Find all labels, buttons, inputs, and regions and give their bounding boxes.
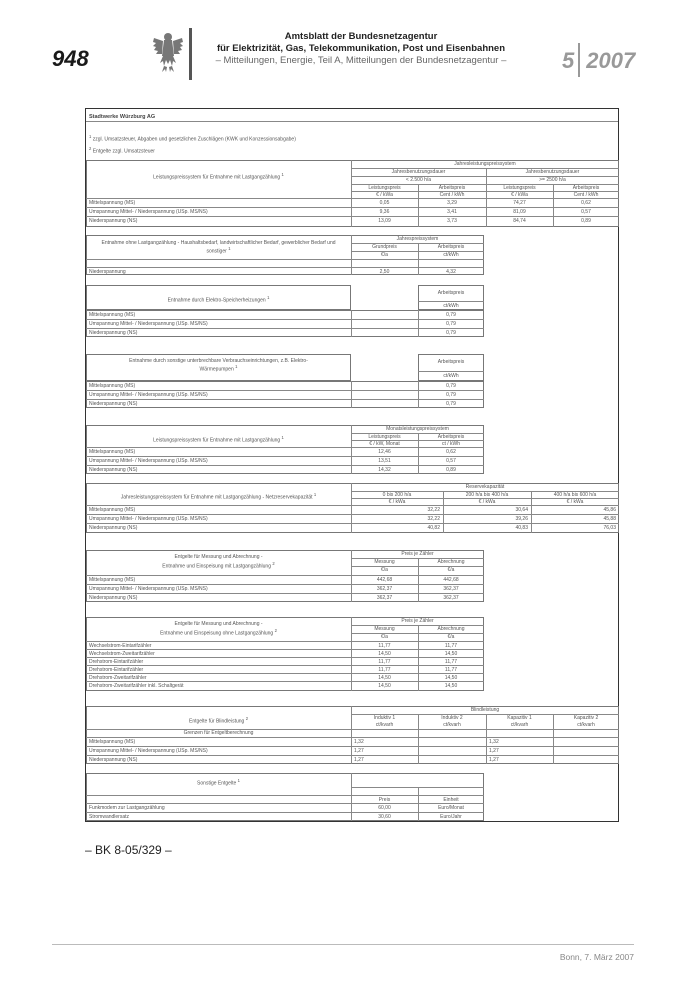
s2-unit: ct/kWh: [443, 252, 459, 258]
s1-lp-a: Leistungspreis: [368, 185, 401, 191]
s5-cell: 0,57: [446, 458, 456, 464]
s2-unit: €/a: [381, 252, 388, 258]
issue-divider: [578, 43, 580, 77]
s8-cell: 11,77: [444, 667, 458, 673]
s9-unit: ct/kvarh: [443, 722, 461, 728]
s9-cell: 1,32: [354, 739, 364, 745]
s9-c1: Induktiv 1: [373, 715, 396, 721]
s8-group: Preis je Zähler: [401, 618, 434, 624]
s2-gp: Grundpreis: [372, 244, 397, 250]
s6-cell: 30,64: [515, 507, 528, 513]
s1-row-label: Umspannung Mittel- / Niederspannung (USp. MS/NS): [89, 209, 208, 215]
company-name: Stadtwerke Würzburg AG: [89, 114, 156, 120]
s4-cell: 0,79: [446, 401, 456, 407]
s1-col-b: Jahresbenutzungsdauer: [525, 169, 580, 175]
s7-title-2: Entnahme und Einspeisung mit Lastgangzählung $^2$: [162, 561, 275, 570]
s9-title: Entgelte für Blindleistung $^2$: [188, 716, 248, 725]
s7-title: Entgelte für Messung und Abrechnung -: [174, 554, 263, 560]
s8-unit: €/a: [381, 634, 388, 640]
s8-title-2: Entnahme und Einspeisung ohne Lastgangzählung $^2$: [160, 628, 277, 637]
s1-unit-4: Cent / kWh: [573, 192, 599, 198]
s1-ap-a: Arbeitspreis: [438, 185, 466, 191]
s1-cell: 0,05: [379, 200, 390, 206]
s1-cell: 9,36: [379, 209, 390, 215]
s7-cell: 362,37: [443, 595, 459, 601]
s8-cell: 11,77: [444, 643, 458, 649]
s7-unit: €/a: [381, 567, 388, 573]
s7-cell: 362,37: [443, 586, 459, 592]
s8-cell: 11,77: [378, 643, 391, 649]
issue-year: 2007: [586, 47, 636, 73]
s9-c3: Kapazitiv 1: [507, 715, 532, 721]
masthead-title: Amtsblatt der Bundesnetzagentur: [284, 31, 438, 42]
s6-cell: 45,88: [603, 516, 616, 522]
s7-cell: 362,37: [376, 595, 393, 601]
s7-m: Messung: [374, 559, 395, 565]
s10-row-label: Stromwandlersatz: [89, 814, 130, 820]
header-divider: [189, 28, 192, 80]
s6-cell: 76,03: [603, 525, 616, 531]
s6-cell: 32,22: [427, 516, 440, 522]
s8-cell: 11,77: [378, 659, 391, 665]
s6-group: Reservekapazität: [465, 484, 505, 490]
s8-row-label: Drehstrom-Eintarifzähler: [89, 667, 144, 673]
s3-unit: ct/kWh: [443, 303, 459, 309]
s9-grenzen: Grenzen für Entgeltberechnung: [183, 730, 254, 736]
s9-cell: 1,27: [489, 757, 499, 763]
s2-title: Entnahme ohne Lastgangzählung - Haushaltsbedarf, landwirtschaftlicher Bedarf, gewerblicher Bedarf und sonstiger $^1$: [101, 240, 336, 255]
s5-cell: 13,51: [378, 458, 391, 464]
s1-cell: 0,89: [581, 218, 591, 224]
s8-cell: 14,50: [378, 675, 391, 681]
s10-title: Sonstige Entgelte $^1$: [197, 778, 240, 787]
s1-row-label: Mittelspannung (MS): [89, 200, 136, 206]
footer-rule: [52, 944, 634, 945]
s9-group: Blindleistung: [470, 707, 500, 713]
s5-row-label: Umspannung Mittel- / Niederspannung (USp. MS/NS): [89, 458, 208, 464]
s6-unit: € / kWa: [566, 499, 584, 505]
s1-col-a: Jahresbenutzungsdauer: [391, 169, 446, 175]
s1-cell: 81,09: [513, 209, 526, 215]
s6-cell: 39,26: [515, 516, 528, 522]
s1-lp-b: Leistungspreis: [503, 185, 536, 191]
s6-cell: 32,22: [427, 507, 440, 513]
issue-no: 5: [562, 47, 575, 73]
s6-c2: 200 h/a bis 400 h/a: [465, 492, 509, 498]
s1-cell: 0,57: [581, 209, 591, 215]
s9-cell: 1,27: [354, 748, 364, 754]
reference-number: – BK 8-05/329 –: [85, 843, 172, 857]
s7-group: Preis je Zähler: [401, 551, 434, 557]
s9-unit: ct/kvarh: [510, 722, 529, 728]
s3-row-label: Umspannung Mittel- / Niederspannung (USp. MS/NS): [89, 321, 208, 327]
s4-row-label: Mittelspannung (MS): [89, 383, 136, 389]
s7-cell: 442,68: [376, 577, 393, 583]
s9-c4: Kapazitiv 2: [573, 715, 599, 721]
s6-row-label: Mittelspannung (MS): [89, 507, 136, 513]
masthead: [196, 31, 526, 67]
s5-row-label: Niederspannung (NS): [89, 467, 138, 473]
s8-cell: 11,77: [378, 667, 391, 673]
s7-row-label: Mittelspannung (MS): [89, 577, 136, 583]
s3-row-label: Niederspannung (NS): [89, 330, 138, 336]
s6-cell: 45,86: [603, 507, 616, 513]
s10-e: Einheit: [443, 797, 459, 803]
s5-ap: Arbeitspreis: [437, 434, 465, 440]
s4-cell: 0,79: [446, 383, 456, 389]
s1-col-b-sub: >= 2500 h/a: [539, 177, 566, 183]
s8-title: Entgelte für Messung und Abrechnung -: [174, 621, 263, 627]
s6-cell: 40,82: [427, 525, 440, 531]
s1-unit-2: Cent / kWh: [439, 192, 465, 198]
s3-row-label: Mittelspannung (MS): [89, 312, 136, 318]
s1-ap-b: Arbeitspreis: [572, 185, 600, 191]
s6-row-label: Umspannung Mittel- / Niederspannung (USp. MS/NS): [89, 516, 208, 522]
s4-row-label: Niederspannung (NS): [89, 401, 138, 407]
s3-cell: 0,79: [446, 330, 456, 336]
s9-unit: ct/kvarh: [577, 722, 595, 728]
s10-cell: Euro/Monat: [438, 805, 464, 811]
s3-title: Entnahme durch Elektro-Speicherheizungen $^1$: [167, 295, 270, 304]
s5-unit: € / kW, Monat: [369, 441, 400, 447]
s8-row-label: Wechselstrom-Eintarifzähler: [89, 643, 152, 649]
s9-row-label: Niederspannung (NS): [89, 757, 138, 763]
s9-unit: ct/kvarh: [375, 722, 394, 728]
s5-title: Leistungspreissystem für Entnahme mit Lastgangzählung $^1$: [153, 435, 284, 444]
s1-unit-3: € / kWa: [511, 192, 528, 198]
s5-lp: Leistungspreis: [368, 434, 401, 440]
s1-row-label: Niederspannung (NS): [89, 218, 138, 224]
s1-cell: 0,62: [581, 200, 591, 206]
issue-number: [562, 45, 635, 79]
s8-cell: 14,50: [444, 683, 458, 689]
s7-cell: 362,37: [376, 586, 393, 592]
s1-cell: 84,74: [513, 218, 526, 224]
s3-ap: Arbeitspreis: [437, 290, 465, 296]
s4-ap: Arbeitspreis: [437, 359, 465, 365]
s5-unit: ct / kWh: [441, 441, 461, 447]
s8-row-label: Wechselstrom-Zweitarifzähler: [89, 651, 155, 657]
s10-row-label: Funkmodem zur Lastgangzählung: [89, 805, 165, 811]
s8-cell: 14,50: [444, 651, 458, 657]
s7-cell: 442,68: [443, 577, 459, 583]
s5-cell: 12,46: [378, 449, 391, 455]
s7-a: Abrechnung: [437, 559, 465, 565]
s2-group: Jahrespreissystem: [396, 236, 439, 242]
s1-cell: 74,27: [513, 200, 526, 206]
s10-p: Preis: [378, 797, 391, 803]
s6-cell: 40,83: [515, 525, 528, 531]
masthead-section: – Mitteilungen, Energie, Teil A, Mitteilungen der Bundesnetzagentur –: [215, 55, 507, 66]
s8-cell: 14,50: [378, 683, 391, 689]
s9-cell: 1,32: [489, 739, 499, 745]
s7-row-label: Niederspannung (NS): [89, 595, 138, 601]
s1-unit-1: € / kWa: [376, 192, 393, 198]
s1-group: Jahresleistungspreissystem: [454, 161, 516, 167]
s7-row-label: Umspannung Mittel- / Niederspannung (USp. MS/NS): [89, 586, 208, 592]
federal-eagle-logo: [152, 30, 184, 74]
s4-row-label: Umspannung Mittel- / Niederspannung (USp. MS/NS): [89, 392, 208, 398]
s8-row-label: Drehstrom-Zweitarifzähler inkl. Schaltgerät: [89, 683, 184, 689]
s4-title: Entnahme durch sonstige unterbrechbare Verbrauchseinrichtungen, z.B. Elektro-Wärmepumpen $^1$: [129, 358, 308, 373]
s8-cell: 11,77: [444, 659, 458, 665]
masthead-subtitle: für Elektrizität, Gas, Telekommunikation, Post und Eisenbahnen: [216, 43, 506, 54]
s9-c2: Induktiv 2: [441, 715, 463, 721]
s4-unit: ct/kWh: [443, 373, 459, 379]
s6-c1: 0 bis 200 h/a: [382, 492, 412, 498]
s2-cell: 2,50: [379, 269, 390, 275]
s9-cell: 1,27: [489, 748, 499, 754]
s5-cell: 0,62: [446, 449, 456, 455]
s8-a: Abrechnung: [437, 626, 465, 632]
rule: [86, 121, 618, 122]
note-2: $^2$ Entgelte zzgl. Umsatzsteuer: [89, 146, 155, 155]
s6-title: Jahresleistungspreissystem für Entnahme mit Lastgangzählung - Netzreservekapazität $^1$: [120, 492, 317, 501]
s1-cell: 3,29: [447, 200, 457, 206]
s3-cell: 0,79: [446, 312, 456, 318]
s8-cell: 14,50: [444, 675, 458, 681]
s10-cell: Euro/Jahr: [440, 814, 462, 820]
s1-col-a-sub: < 2.500 h/a: [405, 177, 432, 183]
s1-cell: 13,09: [378, 218, 391, 224]
s1-title: Leistungspreissystem für Entnahme mit Lastgangzählung $^1$: [153, 172, 284, 181]
footer-date: Bonn, 7. März 2007: [559, 952, 634, 962]
s5-cell: 14,32: [378, 467, 391, 473]
s1-cell: 3,41: [447, 209, 457, 215]
s6-row-label: Niederspannung (NS): [89, 525, 138, 531]
s5-cell: 0,89: [446, 467, 456, 473]
s3-cell: 0,79: [446, 321, 456, 327]
s2-cell: 4,32: [446, 269, 456, 275]
s6-c3: 400 h/a bis 600 h/a: [553, 492, 597, 498]
s8-m: Messung: [374, 626, 395, 632]
s10-cell: 30,60: [378, 814, 391, 820]
s9-row-label: Umspannung Mittel- / Niederspannung (USp. MS/NS): [89, 748, 208, 754]
page-number: 948: [52, 46, 89, 71]
tariff-sheet: [85, 108, 619, 822]
s9-row-label: Mittelspannung (MS): [89, 739, 136, 745]
s6-unit: € / kWa: [478, 499, 496, 505]
s5-group: Monatsleistungspreissystem: [386, 426, 449, 432]
s8-cell: 14,50: [378, 651, 391, 657]
s2-ap: Arbeitspreis: [437, 244, 465, 250]
note-1: $^1$ zzgl. Umsatzsteuer, Abgaben und gesetzlichen Zuschlägen (KWK und Konzessionsabgabe): [89, 134, 296, 143]
s8-unit: €/a: [447, 634, 455, 640]
s9-cell: 1,27: [354, 757, 364, 763]
s6-unit: € / kWa: [388, 499, 406, 505]
s5-row-label: Mittelspannung (MS): [89, 449, 136, 455]
s7-unit: €/a: [447, 567, 455, 573]
s1-cell: 3,73: [447, 218, 457, 224]
s8-row-label: Drehstrom-Zweitarifzähler: [89, 675, 147, 681]
s4-cell: 0,79: [446, 392, 456, 398]
s8-row-label: Drehstrom-Eintarifzähler: [89, 659, 144, 665]
s2-row-label: Niederspannung: [89, 269, 126, 275]
s10-cell: 60,00: [378, 805, 391, 811]
